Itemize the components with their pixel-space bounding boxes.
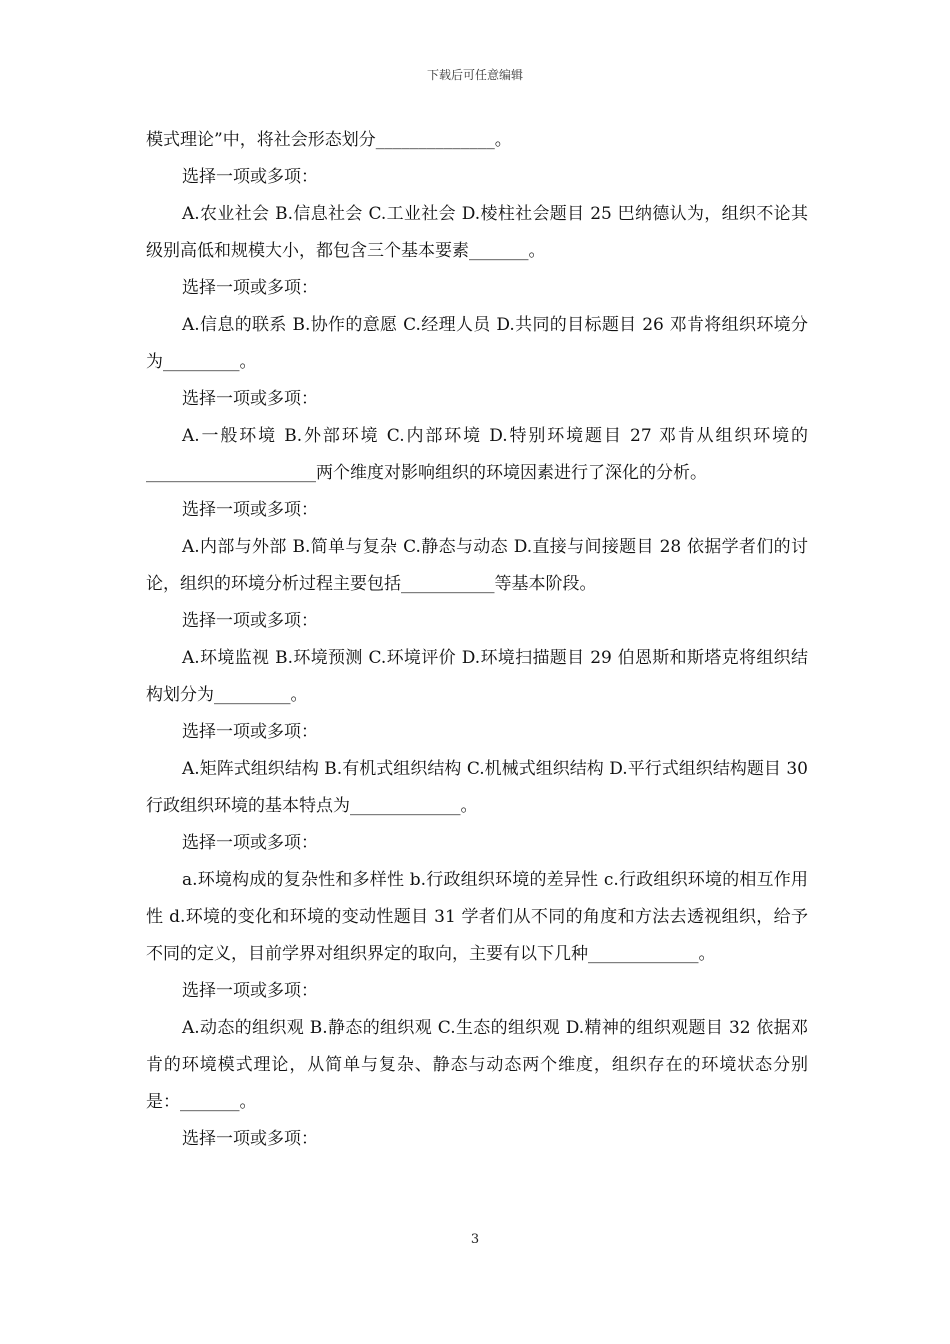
paragraph: 模式理论”中，将社会形态划分______________。 (146, 130, 512, 150)
paragraph: A.环境监视 B.环境预测 C.环境评价 D.环境扫描题目 29 伯恩斯和斯塔克将组织结构划分为_________。 (146, 648, 808, 705)
paragraph: a.环境构成的复杂性和多样性 b.行政组织环境的差异性 c.行政组织环境的相互作用性 d.环境的变化和环境的变动性题目 31 学者们从不同的角度和方法去透视组织，给予不同的定义，目前学界对组织界定的取向，主要有以下几种_____________。 (146, 870, 808, 964)
paragraph: 选择一项或多项： (182, 167, 318, 187)
paragraph: 选择一项或多项： (182, 833, 318, 853)
paragraph: A.农业社会 B.信息社会 C.工业社会 D.棱柱社会题目 25 巴纳德认为，组织不论其级别高低和规模大小，都包含三个基本要素_______。 (146, 204, 808, 261)
paragraph: 选择一项或多项： (182, 500, 318, 520)
page-number: 3 (470, 1232, 480, 1247)
paragraph: 选择一项或多项： (182, 389, 318, 409)
page-header: 下载后可任意编辑 (426, 68, 523, 82)
paragraph: 选择一项或多项： (182, 981, 318, 1001)
paragraph: A.信息的联系 B.协作的意愿 C.经理人员 D.共同的目标题目 26 邓肯将组织环境分为_________。 (146, 315, 808, 372)
paragraph: A.动态的组织观 B.静态的组织观 C.生态的组织观 D.精神的组织观题目 32 依据邓肯的环境模式理论，从简单与复杂、静态与动态两个维度，组织存在的环境状态分别是：_______。 (146, 1018, 808, 1112)
paragraph: A.内部与外部 B.简单与复杂 C.静态与动态 D.直接与间接题目 28 依据学者们的讨论，组织的环境分析过程主要包括___________等基本阶段。 (146, 537, 808, 594)
paragraph: 选择一项或多项： (182, 722, 318, 742)
paragraph: A.一般环境 B.外部环境 C.内部环境 D.特别环境题目 27 邓肯从组织环境的____________________两个维度对影响组织的环境因素进行了深化的分析。 (146, 426, 808, 483)
paragraph: 选择一项或多项： (182, 611, 318, 631)
paragraph: A.矩阵式组织结构 B.有机式组织结构 C.机械式组织结构 D.平行式组织结构题目 30 行政组织环境的基本特点为_____________。 (146, 759, 808, 816)
document-body (146, 122, 808, 1158)
paragraph: 选择一项或多项： (182, 1129, 318, 1149)
paragraph: 选择一项或多项： (182, 278, 318, 298)
